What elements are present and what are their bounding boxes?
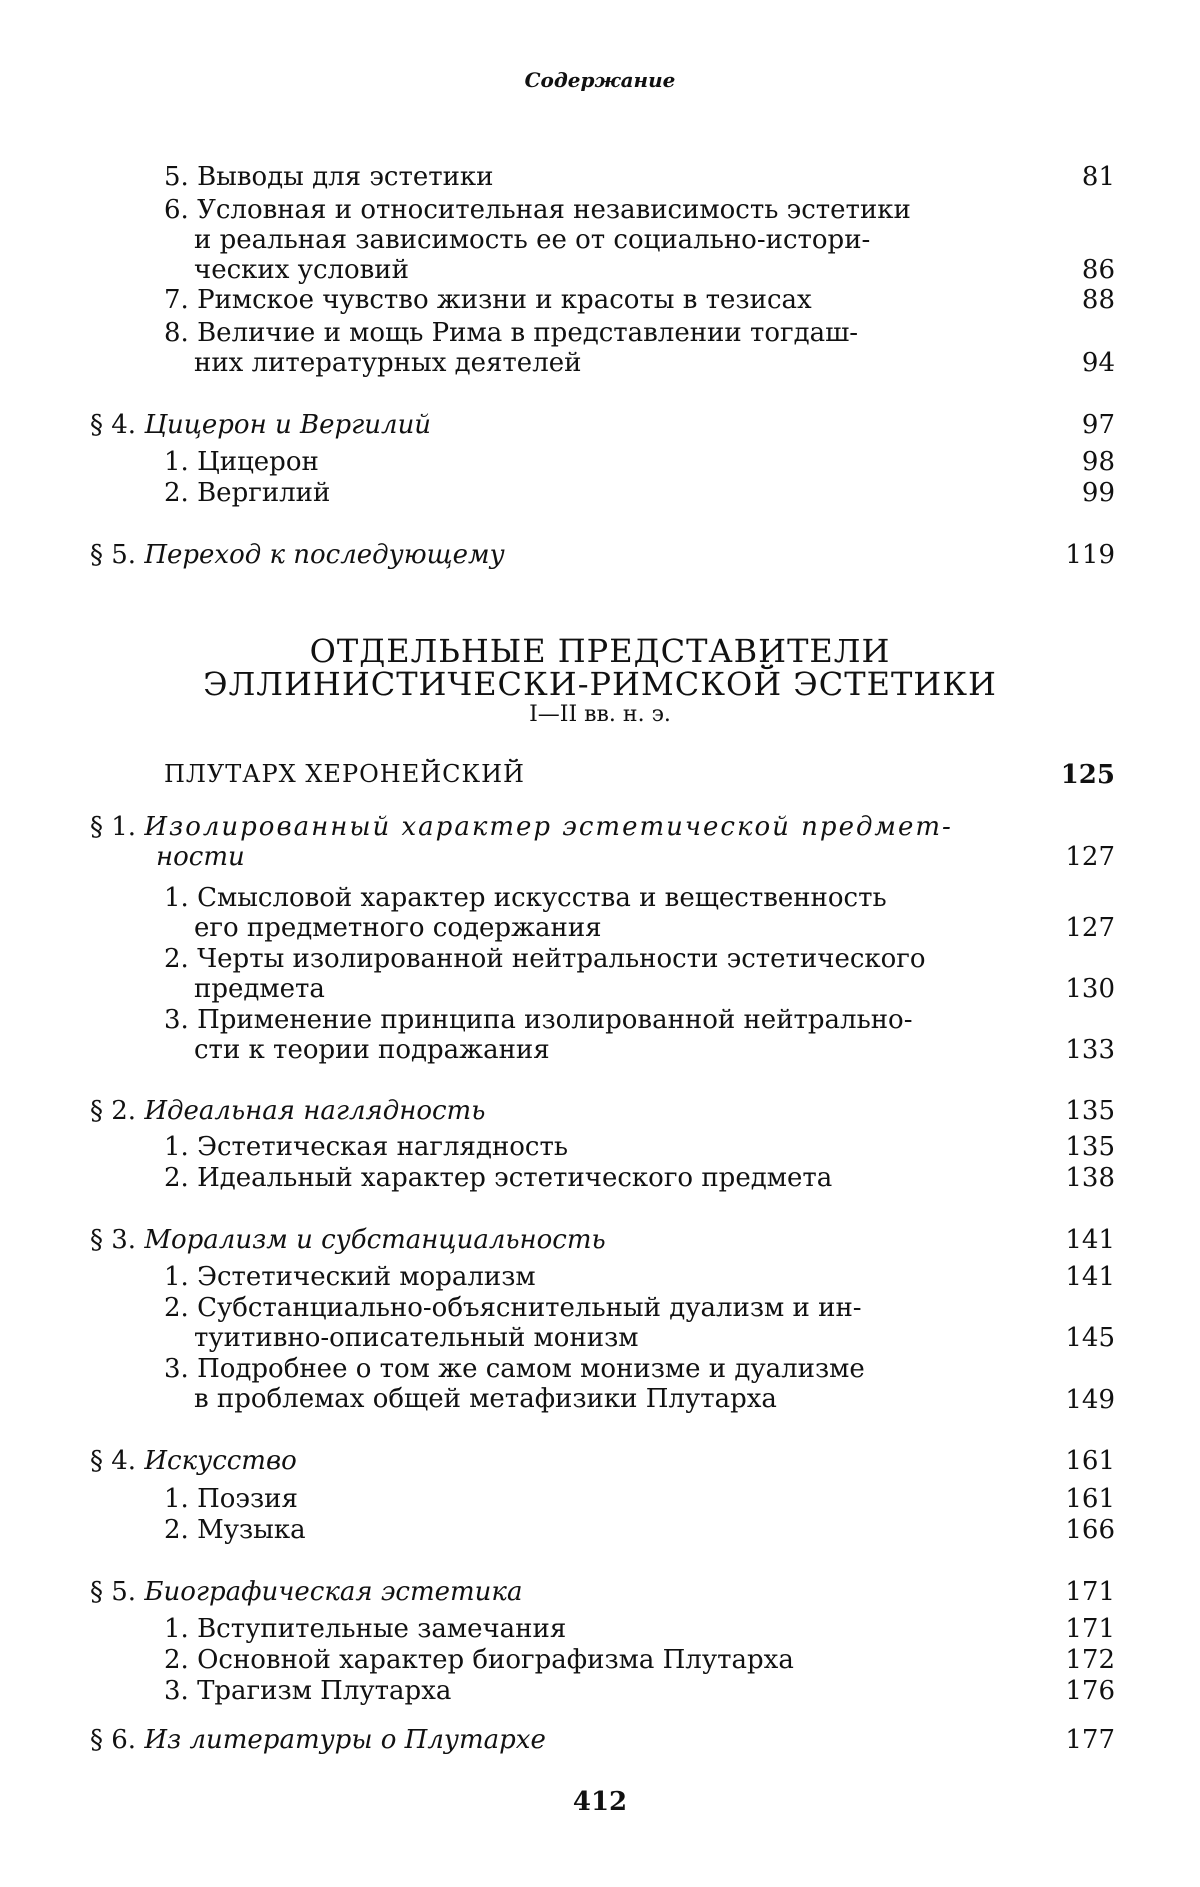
item-text-cont: них литературных деятелей xyxy=(194,348,582,378)
section-number: § 4. xyxy=(90,410,137,440)
item-text-cont: предмета xyxy=(194,974,325,1004)
section-heading xyxy=(90,1725,546,1755)
toc-item xyxy=(164,1354,865,1414)
toc-item xyxy=(164,1484,298,1514)
page-ref: 127 xyxy=(1065,913,1115,943)
item-text: 1. Вступительные замечания xyxy=(164,1614,567,1644)
page-ref: 125 xyxy=(1060,760,1115,790)
item-text: 2. Идеальный характер эстетического предмета xyxy=(164,1163,833,1193)
item-text-cont: сти к теории подражания xyxy=(194,1035,550,1065)
item-text: 7. Римское чувство жизни и красоты в тезисах xyxy=(164,285,812,315)
toc-item xyxy=(164,318,858,378)
chapter-title-line2: ЭЛЛИНИСТИЧЕСКИ-РИМСКОЙ ЭСТЕТИКИ xyxy=(203,665,997,703)
page-ref: 99 xyxy=(1081,478,1115,508)
section-title: Биографическая эстетика xyxy=(144,1577,523,1607)
section-heading xyxy=(90,1225,606,1255)
toc-item xyxy=(164,1132,568,1162)
item-text: 3. Подробнее о том же самом монизме и дуализме xyxy=(164,1354,865,1384)
section-title-cont: ности xyxy=(156,842,245,872)
toc-item xyxy=(164,478,330,508)
toc-item xyxy=(164,1163,832,1193)
item-text: 2. Основной характер биографизма Плутарха xyxy=(164,1645,794,1675)
item-text: 6. Условная и относительная независимость эстетики xyxy=(164,195,911,225)
section-heading xyxy=(90,1577,522,1607)
page-ref: 161 xyxy=(1065,1446,1115,1476)
section-number: § 3. xyxy=(90,1225,137,1255)
toc-item xyxy=(164,1645,794,1675)
page-ref: 98 xyxy=(1081,447,1115,477)
toc-item xyxy=(164,1005,913,1065)
page-ref: 171 xyxy=(1065,1614,1115,1644)
item-text: 1. Цицерон xyxy=(164,447,319,477)
toc-item xyxy=(164,1262,536,1292)
page-ref: 145 xyxy=(1065,1323,1115,1353)
page-ref: 88 xyxy=(1081,285,1115,315)
section-title: Цицерон и Вергилий xyxy=(144,410,432,440)
section-heading xyxy=(90,812,953,872)
section-heading xyxy=(90,1446,297,1476)
section-title: Идеальная наглядность xyxy=(144,1096,486,1126)
page-ref: 177 xyxy=(1065,1725,1115,1755)
item-text-cont: туитивно-описательный монизм xyxy=(194,1323,639,1353)
page-ref: 161 xyxy=(1065,1484,1115,1514)
page-ref: 138 xyxy=(1065,1163,1115,1193)
section-number: § 4. xyxy=(90,1446,137,1476)
section-number: § 2. xyxy=(90,1096,137,1126)
item-text: 2. Субстанциально-объяснительный дуализм и ин- xyxy=(164,1293,862,1323)
page-ref: 149 xyxy=(1065,1385,1115,1415)
item-text: 5. Выводы для эстетики xyxy=(164,162,494,192)
item-text-cont: и реальная зависимость ее от социально-истори- xyxy=(194,225,871,255)
section-title: Переход к последующему xyxy=(144,540,505,570)
chapter-title-line1: ОТДЕЛЬНЫЕ ПРЕДСТАВИТЕЛИ xyxy=(309,632,891,670)
section-number: § 5. xyxy=(90,1577,137,1607)
item-text: 8. Величие и мощь Рима в представлении тогдаш- xyxy=(164,318,859,348)
running-header: Содержание xyxy=(524,68,676,92)
item-text-cont: ческих условий xyxy=(194,255,409,285)
item-text: 1. Поэзия xyxy=(164,1484,298,1514)
chapter-subtitle: I—II вв. н. э. xyxy=(529,702,671,727)
toc-item xyxy=(164,447,319,477)
section-number: § 5. xyxy=(90,540,137,570)
item-text: 2. Музыка xyxy=(164,1515,306,1545)
item-text: 2. Черты изолированной нейтральности эстетического xyxy=(164,944,926,974)
toc-item xyxy=(164,1515,306,1545)
section-number: § 1. xyxy=(90,812,137,842)
page-ref: 171 xyxy=(1065,1577,1115,1607)
page-ref: 130 xyxy=(1065,974,1115,1004)
toc-item xyxy=(164,285,812,315)
page-ref: 135 xyxy=(1065,1132,1115,1162)
item-text-cont: в проблемах общей метафизики Плутарха xyxy=(194,1384,777,1414)
page-ref: 135 xyxy=(1065,1096,1115,1126)
page-ref: 94 xyxy=(1081,348,1115,378)
page-ref: 81 xyxy=(1081,162,1115,192)
section-heading xyxy=(90,410,431,440)
page-ref: 133 xyxy=(1065,1035,1115,1065)
toc-item xyxy=(164,195,911,285)
item-text: 3. Применение принципа изолированной нейтрально- xyxy=(164,1005,913,1035)
page-ref: 166 xyxy=(1065,1515,1115,1545)
section-title: Из литературы о Плутархе xyxy=(144,1725,546,1755)
section-number: § 6. xyxy=(90,1725,137,1755)
item-text-cont: его предметного содержания xyxy=(194,913,602,943)
item-text: 3. Трагизм Плутарха xyxy=(164,1676,452,1706)
page-ref: 172 xyxy=(1065,1645,1115,1675)
section-heading xyxy=(90,540,505,570)
item-text: 1. Эстетический морализм xyxy=(164,1262,536,1292)
toc-item xyxy=(164,1676,451,1706)
page-number: 412 xyxy=(572,1787,628,1817)
section-heading xyxy=(90,1096,485,1126)
toc-item xyxy=(164,944,926,1004)
toc-item xyxy=(164,883,887,943)
page-ref: 97 xyxy=(1081,410,1115,440)
page-ref: 86 xyxy=(1081,255,1115,285)
page-ref: 119 xyxy=(1065,540,1115,570)
item-text: 2. Вергилий xyxy=(164,478,331,508)
section-title: Изолированный характер эстетической предмет- xyxy=(144,812,953,842)
toc-item xyxy=(164,1614,566,1644)
page-ref: 176 xyxy=(1065,1676,1115,1706)
page-ref: 141 xyxy=(1065,1225,1115,1255)
page-ref: 127 xyxy=(1065,842,1115,872)
item-text: 1. Смысловой характер искусства и вещественность xyxy=(164,883,887,913)
section-title: Морализм и субстанциальность xyxy=(144,1225,606,1255)
page-ref: 141 xyxy=(1065,1262,1115,1292)
toc-item xyxy=(164,162,494,192)
toc-item xyxy=(164,1293,862,1353)
author-heading: ПЛУТАРХ ХЕРОНЕЙСКИЙ xyxy=(164,760,525,788)
section-title: Искусство xyxy=(144,1446,297,1476)
item-text: 1. Эстетическая наглядность xyxy=(164,1132,569,1162)
